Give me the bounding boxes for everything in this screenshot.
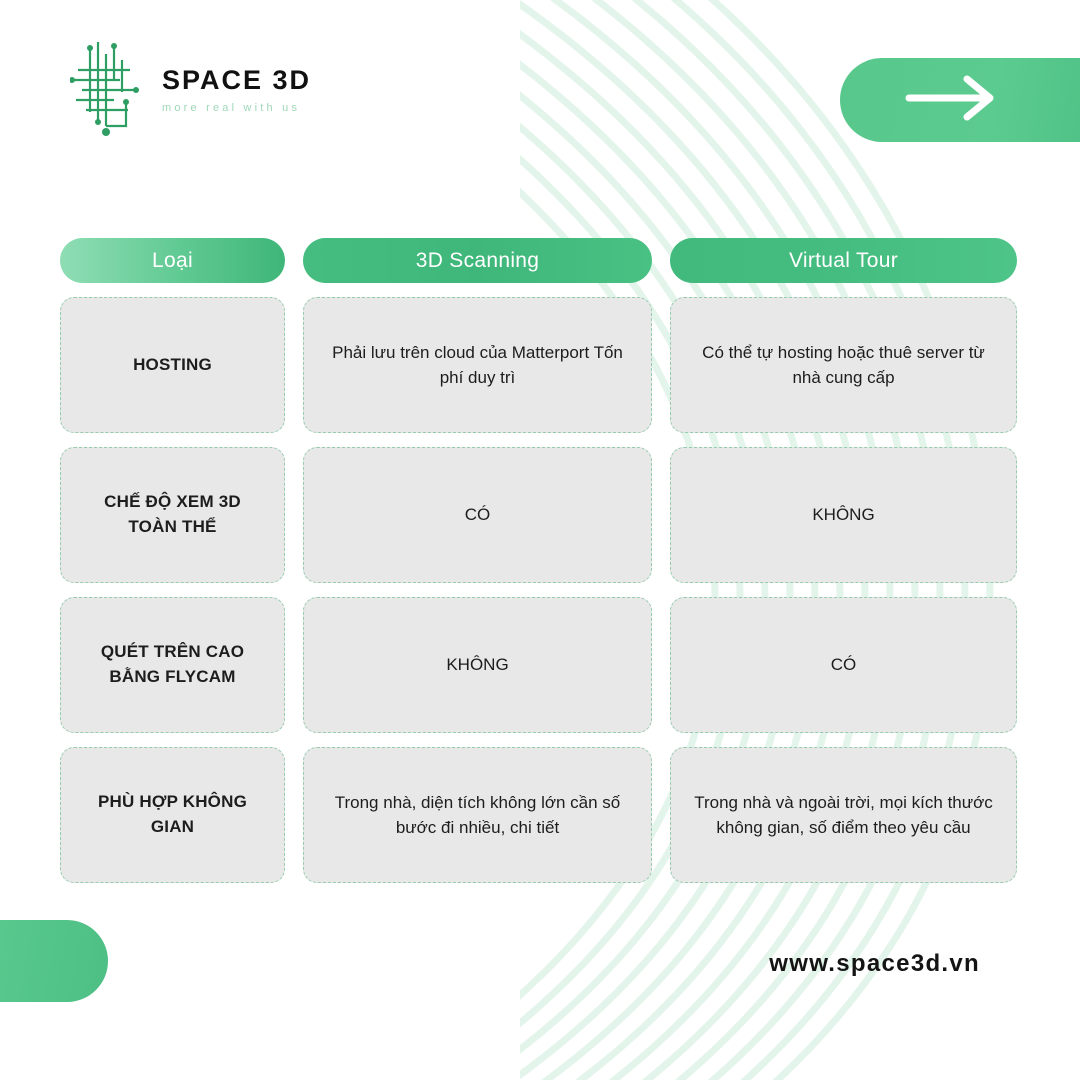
column-header-tour: Virtual Tour [670, 238, 1017, 283]
header-gap [285, 238, 303, 283]
comparison-table [60, 238, 1020, 883]
cell-gap [652, 297, 670, 433]
cell-tour: Trong nhà và ngoài trời, mọi kích thước không gian, số điểm theo yêu cầu [670, 747, 1017, 883]
website-url[interactable]: www.space3d.vn [769, 950, 980, 977]
cell-gap [652, 447, 670, 583]
cell-gap [652, 747, 670, 883]
cell-scanning: KHÔNG [303, 597, 652, 733]
brand-name: SPACE 3D [162, 64, 312, 95]
cell-gap [285, 447, 303, 583]
brand-logo [70, 40, 311, 140]
cell-scanning: CÓ [303, 447, 652, 583]
table-row [60, 597, 1020, 733]
column-header-type: Loại [60, 238, 285, 283]
next-arrow-button[interactable] [840, 58, 1080, 142]
table-row [60, 297, 1020, 433]
table-row [60, 747, 1020, 883]
cell-tour: Có thể tự hosting hoặc thuê server từ nhà cung cấp [670, 297, 1017, 433]
cell-gap [285, 597, 303, 733]
cell-tour: KHÔNG [670, 447, 1017, 583]
arrow-right-icon [905, 75, 997, 126]
corner-accent-pill [0, 920, 108, 1002]
cell-gap [285, 747, 303, 883]
cell-scanning: Phải lưu trên cloud của Matterport Tốn phí duy trì [303, 297, 652, 433]
brand-tagline: more real with us [162, 102, 301, 115]
circuit-logo-icon [70, 40, 148, 140]
cell-tour: CÓ [670, 597, 1017, 733]
cell-gap [285, 297, 303, 433]
table-row [60, 447, 1020, 583]
row-label: CHẾ ĐỘ XEM 3D TOÀN THỂ [60, 447, 285, 583]
header-gap [652, 238, 670, 283]
row-label: QUÉT TRÊN CAO BẰNG FLYCAM [60, 597, 285, 733]
table-header-row [60, 238, 1020, 283]
cell-scanning: Trong nhà, diện tích không lớn cần số bước đi nhiều, chi tiết [303, 747, 652, 883]
column-header-scanning: 3D Scanning [303, 238, 652, 283]
cell-gap [652, 597, 670, 733]
row-label: PHÙ HỢP KHÔNG GIAN [60, 747, 285, 883]
row-label: HOSTING [60, 297, 285, 433]
